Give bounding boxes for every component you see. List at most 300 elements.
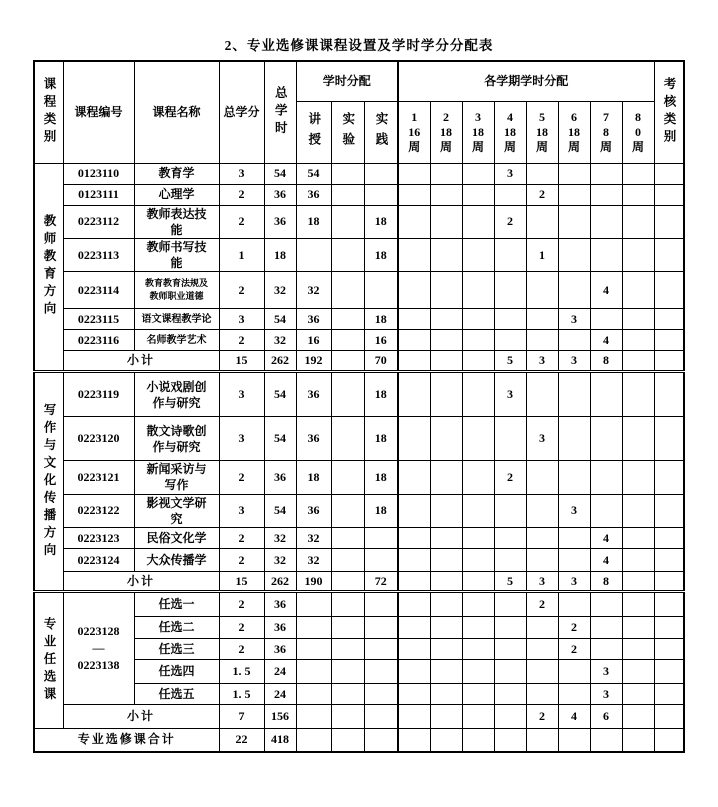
semester-hours-cell	[558, 549, 590, 572]
course-code-cell: 0223115	[63, 309, 134, 330]
semester-hours-cell	[622, 461, 654, 494]
course-name-cell-text: 任选四	[158, 664, 195, 679]
semester-hours-cell	[462, 238, 494, 271]
practice-cell: 18	[364, 461, 398, 494]
semester-hours-cell	[526, 461, 558, 494]
practice-cell	[364, 729, 398, 752]
semester-hours-cell	[430, 639, 462, 660]
course-row	[34, 184, 684, 205]
course-schedule-table	[33, 60, 685, 753]
lecture-cell	[296, 729, 331, 752]
assessment-cell	[654, 461, 684, 494]
semester-hours-cell	[494, 528, 526, 549]
practice-cell	[364, 592, 398, 617]
hours-cell: 54	[264, 372, 296, 417]
hours-cell: 32	[264, 528, 296, 549]
hours-cell: 32	[264, 549, 296, 572]
semester-hours-cell	[622, 592, 654, 617]
semester-hours-cell	[462, 660, 494, 684]
semester-hours-cell: 3	[558, 309, 590, 330]
semester-hours-cell	[398, 705, 430, 729]
course-name-cell-text: 小说戏剧创作与研究	[146, 379, 207, 410]
assessment-cell	[654, 660, 684, 684]
semester-hours-cell	[622, 729, 654, 752]
lecture-cell: 192	[296, 351, 331, 372]
semester-hours-cell: 3	[526, 351, 558, 372]
header-semester-5	[526, 101, 558, 163]
semester-hours-cell	[430, 572, 462, 592]
assessment-cell	[654, 351, 684, 372]
grand-total-label-cell: 专业选修课合计	[34, 729, 219, 752]
lecture-cell	[296, 660, 331, 684]
course-name-cell-text: 任选五	[158, 686, 195, 701]
course-name-cell	[134, 660, 219, 684]
semester-hours-cell: 2	[526, 184, 558, 205]
grand-total-row	[34, 729, 684, 752]
category-cell-text: 写作与文化传播方向	[42, 402, 56, 561]
practice-cell	[364, 528, 398, 549]
credits-cell: 2	[219, 205, 264, 238]
course-row	[34, 528, 684, 549]
hours-cell: 36	[264, 461, 296, 494]
assessment-cell	[654, 205, 684, 238]
course-row	[34, 372, 684, 417]
course-row	[34, 417, 684, 461]
practice-cell: 18	[364, 494, 398, 527]
credits-cell: 15	[219, 351, 264, 372]
semester-hours-cell	[430, 660, 462, 684]
credits-cell: 3	[219, 372, 264, 417]
experiment-cell	[331, 417, 364, 461]
credits-cell: 2	[219, 592, 264, 617]
semester-hours-cell	[430, 163, 462, 184]
category-cell	[34, 163, 63, 372]
course-code-range-cell	[63, 592, 134, 705]
semester-hours-cell	[494, 272, 526, 309]
semester-hours-cell: 8	[590, 351, 622, 372]
course-name-cell	[134, 639, 219, 660]
semester-hours-cell	[398, 417, 430, 461]
semester-hours-cell	[494, 238, 526, 271]
subtotal-row	[34, 705, 684, 729]
semester-hours-cell	[430, 417, 462, 461]
semester-hours-cell	[590, 639, 622, 660]
credits-cell: 22	[219, 729, 264, 752]
course-row	[34, 330, 684, 351]
course-code-cell: 0223121	[63, 461, 134, 494]
practice-cell	[364, 639, 398, 660]
lecture-cell: 36	[296, 494, 331, 527]
semester-hours-cell	[622, 528, 654, 549]
credits-cell: 2	[219, 639, 264, 660]
course-name-cell	[134, 272, 219, 309]
semester-hours-cell: 6	[590, 705, 622, 729]
credits-cell: 3	[219, 309, 264, 330]
semester-hours-cell	[462, 617, 494, 639]
practice-cell	[364, 660, 398, 684]
semester-hours-cell	[590, 184, 622, 205]
semester-hours-cell	[526, 684, 558, 705]
semester-hours-cell: 2	[494, 461, 526, 494]
semester-hours-cell	[430, 238, 462, 271]
semester-hours-cell	[494, 184, 526, 205]
lecture-cell	[296, 705, 331, 729]
semester-header-line: 18	[440, 124, 452, 139]
semester-hours-cell	[462, 330, 494, 351]
practice-cell	[364, 184, 398, 205]
semester-hours-cell	[622, 639, 654, 660]
semester-hours-cell	[526, 639, 558, 660]
course-row	[34, 163, 684, 184]
semester-hours-cell: 3	[558, 351, 590, 372]
course-code-cell: 0223123	[63, 528, 134, 549]
semester-hours-cell	[558, 684, 590, 705]
course-name-cell-text: 任选二	[158, 620, 195, 635]
semester-header-line: 18	[536, 124, 548, 139]
semester-hours-cell	[494, 417, 526, 461]
semester-hours-cell	[622, 549, 654, 572]
experiment-cell	[331, 705, 364, 729]
semester-hours-cell	[494, 494, 526, 527]
course-name-cell	[134, 163, 219, 184]
semester-hours-cell	[398, 372, 430, 417]
hours-cell: 36	[264, 639, 296, 660]
semester-hours-cell: 4	[590, 272, 622, 309]
semester-hours-cell	[558, 660, 590, 684]
course-name-cell	[134, 684, 219, 705]
semester-hours-cell	[494, 592, 526, 617]
semester-hours-cell	[558, 592, 590, 617]
semester-hours-cell	[462, 309, 494, 330]
table-title: 2、专业选修课课程设置及学时学分分配表	[224, 38, 494, 53]
header-lecture	[296, 101, 331, 163]
course-row	[34, 494, 684, 527]
semester-hours-cell	[622, 494, 654, 527]
semester-hours-cell	[462, 163, 494, 184]
semester-hours-cell	[398, 660, 430, 684]
semester-hours-cell	[398, 572, 430, 592]
credits-cell: 2	[219, 461, 264, 494]
assessment-cell	[654, 729, 684, 752]
semester-hours-cell	[494, 684, 526, 705]
course-code-cell: 0223124	[63, 549, 134, 572]
semester-hours-cell	[430, 461, 462, 494]
credits-cell: 3	[219, 163, 264, 184]
hours-cell: 262	[264, 351, 296, 372]
semester-hours-cell	[622, 330, 654, 351]
assessment-cell	[654, 617, 684, 639]
course-code-cell: 0123111	[63, 184, 134, 205]
semester-header-line: 周	[503, 139, 516, 154]
code-range-line: 0223128	[77, 624, 120, 639]
credits-cell: 3	[219, 494, 264, 527]
semester-hours-cell	[526, 163, 558, 184]
semester-hours-cell	[430, 351, 462, 372]
semester-hours-cell: 4	[590, 330, 622, 351]
semester-hours-cell	[430, 705, 462, 729]
semester-hours-cell	[558, 528, 590, 549]
subtotal-row	[34, 351, 684, 372]
semester-hours-cell: 1	[526, 238, 558, 271]
semester-hours-cell	[398, 684, 430, 705]
subtotal-row	[34, 572, 684, 592]
semester-hours-cell	[462, 705, 494, 729]
credits-cell: 2	[219, 184, 264, 205]
hours-cell: 418	[264, 729, 296, 752]
assessment-cell	[654, 309, 684, 330]
semester-hours-cell: 2	[526, 592, 558, 617]
semester-hours-cell	[398, 639, 430, 660]
category-cell	[34, 372, 63, 592]
assessment-cell	[654, 238, 684, 271]
semester-header-line: 18	[472, 124, 484, 139]
experiment-cell	[331, 592, 364, 617]
hours-cell: 54	[264, 417, 296, 461]
category-cell	[34, 592, 63, 729]
course-code-cell: 0223119	[63, 372, 134, 417]
semester-hours-cell	[622, 372, 654, 417]
semester-hours-cell	[398, 528, 430, 549]
semester-hours-cell	[622, 272, 654, 309]
assessment-cell	[654, 372, 684, 417]
semester-hours-cell	[622, 572, 654, 592]
semester-hours-cell	[558, 163, 590, 184]
course-name-cell	[134, 309, 219, 330]
semester-header-line: 2	[443, 109, 449, 124]
practice-cell	[364, 549, 398, 572]
semester-hours-cell	[590, 238, 622, 271]
course-code-cell: 0223116	[63, 330, 134, 351]
lecture-cell: 190	[296, 572, 331, 592]
credits-cell: 15	[219, 572, 264, 592]
course-name-cell-text: 教师表达技能	[146, 206, 207, 237]
course-row	[34, 205, 684, 238]
semester-header-line: 周	[408, 139, 421, 154]
assessment-cell	[654, 417, 684, 461]
header-course-category	[34, 61, 63, 163]
experiment-cell	[331, 494, 364, 527]
lecture-cell	[296, 592, 331, 617]
semester-header-line: 周	[471, 139, 484, 154]
category-cell-text: 教师教育方向	[42, 214, 56, 320]
semester-hours-cell	[494, 309, 526, 330]
experiment-cell	[331, 163, 364, 184]
credits-cell: 2	[219, 330, 264, 351]
semester-header-line: 周	[632, 139, 645, 154]
header-total-credits: 总学分	[219, 61, 264, 163]
hours-cell: 54	[264, 163, 296, 184]
assessment-cell	[654, 494, 684, 527]
semester-hours-cell	[558, 417, 590, 461]
course-name-cell	[134, 184, 219, 205]
lecture-cell: 18	[296, 461, 331, 494]
practice-cell: 18	[364, 417, 398, 461]
course-name-cell	[134, 205, 219, 238]
assessment-cell	[654, 549, 684, 572]
semester-hours-cell	[558, 205, 590, 238]
semester-hours-cell: 3	[494, 163, 526, 184]
semester-hours-cell	[398, 351, 430, 372]
assessment-cell	[654, 163, 684, 184]
course-name-cell	[134, 494, 219, 527]
header-row-1	[34, 61, 684, 101]
semester-hours-cell: 3	[590, 684, 622, 705]
header-semester-6	[558, 101, 590, 163]
semester-hours-cell	[462, 372, 494, 417]
semester-header-line: 6	[571, 109, 577, 124]
lecture-cell: 16	[296, 330, 331, 351]
hours-cell: 36	[264, 592, 296, 617]
semester-hours-cell	[622, 660, 654, 684]
lecture-cell: 32	[296, 272, 331, 309]
experiment-cell	[331, 309, 364, 330]
course-row	[34, 238, 684, 271]
semester-hours-cell	[558, 184, 590, 205]
experiment-cell	[331, 272, 364, 309]
header-experiment	[331, 101, 364, 163]
semester-header-line: 4	[507, 109, 513, 124]
course-name-cell-text: 任选三	[158, 641, 195, 656]
course-name-cell	[134, 330, 219, 351]
course-name-cell-text: 教育教育法规及教师职业道德	[144, 277, 208, 302]
semester-hours-cell	[622, 205, 654, 238]
header-lecture-text: 讲授	[306, 111, 321, 153]
semester-hours-cell	[622, 351, 654, 372]
lecture-cell	[296, 639, 331, 660]
hours-cell: 24	[264, 660, 296, 684]
course-name-cell-text: 散文诗歌创作与研究	[146, 423, 207, 454]
lecture-cell: 54	[296, 163, 331, 184]
credits-cell: 7	[219, 705, 264, 729]
subtotal-label-cell: 小计	[63, 351, 219, 372]
semester-hours-cell	[462, 528, 494, 549]
semester-hours-cell: 8	[590, 572, 622, 592]
semester-header-line: 5	[539, 109, 545, 124]
course-name-cell-text: 大众传播学	[146, 552, 207, 567]
practice-cell: 72	[364, 572, 398, 592]
course-name-cell	[134, 417, 219, 461]
hours-cell: 32	[264, 272, 296, 309]
semester-header-line: 18	[504, 124, 516, 139]
assessment-cell	[654, 639, 684, 660]
semester-header-line: 8	[635, 109, 641, 124]
semester-hours-cell	[494, 660, 526, 684]
course-code-cell: 0223114	[63, 272, 134, 309]
semester-hours-cell	[526, 330, 558, 351]
lecture-cell	[296, 617, 331, 639]
header-semester-1	[398, 101, 430, 163]
semester-hours-cell	[526, 205, 558, 238]
header-course-category-text: 课程类别	[42, 77, 56, 148]
course-code-cell: 0223113	[63, 238, 134, 271]
semester-hours-cell	[430, 592, 462, 617]
semester-hours-cell	[590, 163, 622, 184]
credits-cell: 1. 5	[219, 660, 264, 684]
semester-hours-cell: 4	[590, 528, 622, 549]
course-code-cell: 0123110	[63, 163, 134, 184]
header-course-code: 课程编号	[63, 61, 134, 163]
experiment-cell	[331, 572, 364, 592]
semester-hours-cell	[430, 372, 462, 417]
semester-hours-cell	[462, 494, 494, 527]
header-semester-allocation: 各学期学时分配	[398, 61, 654, 101]
semester-hours-cell	[526, 372, 558, 417]
semester-hours-cell	[398, 163, 430, 184]
code-range-line: 0223138	[77, 657, 120, 672]
header-semester-7	[590, 101, 622, 163]
semester-hours-cell	[622, 417, 654, 461]
semester-hours-cell	[494, 617, 526, 639]
semester-hours-cell	[558, 729, 590, 752]
lecture-cell: 36	[296, 184, 331, 205]
semester-hours-cell	[430, 549, 462, 572]
semester-hours-cell	[462, 572, 494, 592]
lecture-cell: 32	[296, 549, 331, 572]
course-name-cell	[134, 549, 219, 572]
course-name-cell-text: 影视文学研究	[146, 495, 207, 526]
semester-hours-cell: 4	[590, 549, 622, 572]
experiment-cell	[331, 660, 364, 684]
semester-hours-cell	[462, 684, 494, 705]
course-name-cell-text: 民俗文化学	[146, 530, 207, 545]
experiment-cell	[331, 372, 364, 417]
lecture-cell	[296, 238, 331, 271]
credits-cell: 2	[219, 549, 264, 572]
semester-hours-cell	[462, 461, 494, 494]
credits-cell: 2	[219, 528, 264, 549]
semester-hours-cell	[558, 372, 590, 417]
semester-hours-cell: 3	[526, 417, 558, 461]
semester-hours-cell	[494, 549, 526, 572]
practice-cell: 18	[364, 309, 398, 330]
header-course-name: 课程名称	[134, 61, 219, 163]
credits-cell: 3	[219, 417, 264, 461]
semester-hours-cell	[494, 729, 526, 752]
semester-hours-cell	[398, 272, 430, 309]
semester-hours-cell	[462, 729, 494, 752]
semester-hours-cell	[526, 549, 558, 572]
lecture-cell: 32	[296, 528, 331, 549]
semester-hours-cell: 2	[558, 639, 590, 660]
semester-header-line: 周	[535, 139, 548, 154]
semester-hours-cell	[462, 272, 494, 309]
hours-cell: 36	[264, 205, 296, 238]
experiment-cell	[331, 330, 364, 351]
semester-hours-cell	[398, 205, 430, 238]
hours-cell: 156	[264, 705, 296, 729]
semester-hours-cell	[590, 205, 622, 238]
experiment-cell	[331, 639, 364, 660]
practice-cell: 18	[364, 205, 398, 238]
experiment-cell	[331, 617, 364, 639]
practice-cell	[364, 163, 398, 184]
credits-cell: 2	[219, 272, 264, 309]
experiment-cell	[331, 238, 364, 271]
header-assessment-category	[654, 61, 684, 163]
course-name-cell-text: 任选一	[158, 597, 195, 612]
course-name-cell	[134, 372, 219, 417]
semester-hours-cell	[398, 549, 430, 572]
semester-hours-cell	[526, 660, 558, 684]
semester-hours-cell	[494, 639, 526, 660]
course-name-cell-text: 教育学	[158, 166, 195, 181]
experiment-cell	[331, 684, 364, 705]
semester-header-line: 周	[599, 139, 612, 154]
hours-cell: 36	[264, 184, 296, 205]
semester-hours-cell	[590, 309, 622, 330]
semester-hours-cell	[430, 309, 462, 330]
semester-hours-cell	[622, 184, 654, 205]
